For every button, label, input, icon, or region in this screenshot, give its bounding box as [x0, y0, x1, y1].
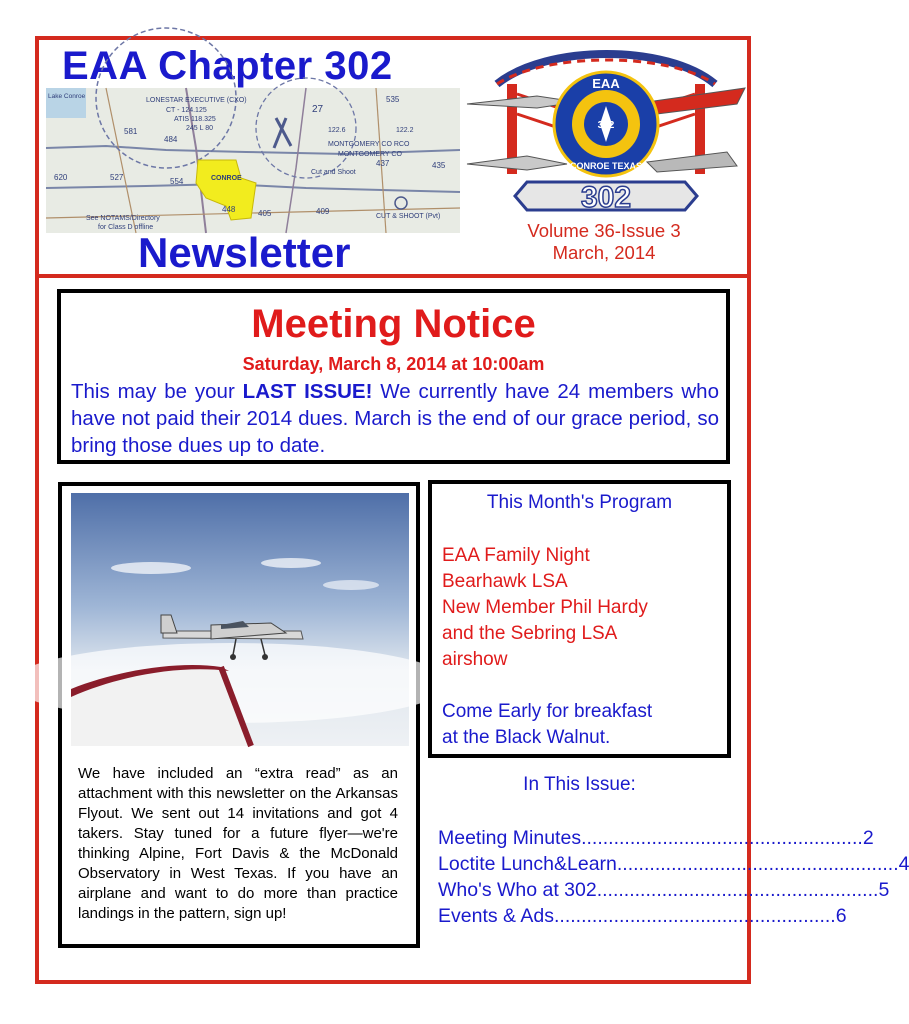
toc-page: 4: [898, 853, 909, 875]
toc-entry[interactable]: Events & Ads .................................................... 6: [438, 905, 847, 927]
newsletter-title: Newsletter: [138, 229, 351, 276]
toc-title: Meeting Minutes: [438, 827, 582, 849]
map-label: MONTGOMERY CO RCO: [328, 141, 410, 148]
map-label: 581: [124, 127, 138, 136]
map-label: 437: [376, 159, 390, 168]
logo-banner-number: 302: [580, 181, 632, 214]
program-item: New Member Phil Hardy: [442, 597, 648, 618]
map-label: 122.2: [396, 127, 414, 134]
logo-center-number: 302: [597, 120, 615, 131]
map-label: 122.6: [328, 127, 346, 134]
volume-issue-block: [470, 220, 738, 264]
program-list: [442, 543, 724, 673]
in-this-issue-heading: In This Issue:: [523, 774, 636, 795]
logo-ring-bottom: CONROE TEXAS: [569, 161, 643, 171]
map-label: for Class D offline: [98, 224, 154, 231]
photo-caption: We have included an “extra read” as an attachment with this newsletter on the Arkansas Flyout. We sent out 14 invitations and got 4 takers. Stay tuned for a future flyer—we're thinking Alpine, Fort Davis & the McDonald Observatory in West Texas. If you have an airplane and want to do more than practice landings in the pattern, sign up!: [78, 765, 398, 922]
toc-page: 2: [862, 827, 874, 849]
map-label: CUT & SHOOT (Pvt): [376, 213, 441, 220]
toc-page: 5: [878, 879, 890, 901]
last-issue-emphasis: LAST ISSUE!: [242, 380, 373, 403]
table-of-contents: [438, 825, 909, 929]
map-label: CONROE: [211, 175, 242, 182]
map-label: LONESTAR EXECUTIVE (CXO): [146, 97, 247, 104]
map-label: 484: [164, 135, 178, 144]
toc-title: Events & Ads: [438, 905, 554, 927]
toc-title: Who's Who at 302: [438, 879, 597, 901]
program-item: Bearhawk LSA: [442, 571, 568, 592]
map-label: 435: [432, 161, 446, 170]
map-label: 554: [170, 177, 184, 186]
map-label: 448: [222, 205, 236, 214]
breakfast-line: at the Black Walnut.: [442, 727, 611, 748]
map-label: 620: [54, 173, 68, 182]
eaa-302-logo: [467, 44, 745, 214]
toc-entry[interactable]: Who's Who at 302 .................................................... 5: [438, 879, 890, 901]
meeting-body-text: This may be your: [71, 380, 243, 403]
flight-photo: [71, 493, 409, 746]
program-item: airshow: [442, 649, 508, 670]
sectional-map-image: [46, 88, 460, 233]
chapter-title: EAA Chapter 302: [62, 44, 393, 88]
map-label: 245 L 80: [186, 125, 213, 132]
volume-line: Volume 36-Issue 3: [527, 220, 681, 241]
map-label: 27: [312, 104, 324, 115]
breakfast-line: Come Early for breakfast: [442, 701, 653, 722]
map-label: 535: [386, 95, 400, 104]
breakfast-note: [442, 699, 724, 751]
logo-ring-top: EAA: [592, 76, 620, 91]
map-label: 405: [258, 209, 272, 218]
map-label: ATIS 118.325: [174, 116, 216, 123]
map-label: Lake Conroe: [48, 93, 86, 100]
map-label: Cut and Shoot: [311, 169, 356, 176]
toc-page: 6: [835, 905, 847, 927]
meeting-notice-body: [71, 378, 719, 459]
program-item: EAA Family Night: [442, 545, 590, 566]
map-label: 527: [110, 173, 124, 182]
meeting-notice-title: Meeting Notice: [251, 302, 536, 346]
map-label: See NOTAMS/Directory: [86, 215, 160, 222]
map-label: MONTGOMERY CO: [338, 151, 402, 158]
toc-title: Loctite Lunch&Learn: [438, 853, 617, 875]
program-heading: This Month's Program: [486, 492, 673, 513]
toc-entry[interactable]: Loctite Lunch&Learn .................................................... 4: [438, 853, 909, 875]
program-item: and the Sebring LSA: [442, 623, 618, 644]
map-label: CT - 124.125: [166, 107, 207, 114]
toc-entry[interactable]: Meeting Minutes .................................................... 2: [438, 827, 874, 849]
meeting-body-text: We currently have 24 members who have not paid their 2014 dues. March is the end of our grace period, so bring those dues up to date.: [71, 380, 719, 457]
meeting-date: Saturday, March 8, 2014 at 10:00am: [242, 354, 545, 374]
issue-date: March, 2014: [552, 242, 656, 263]
map-label: 409: [316, 207, 330, 216]
